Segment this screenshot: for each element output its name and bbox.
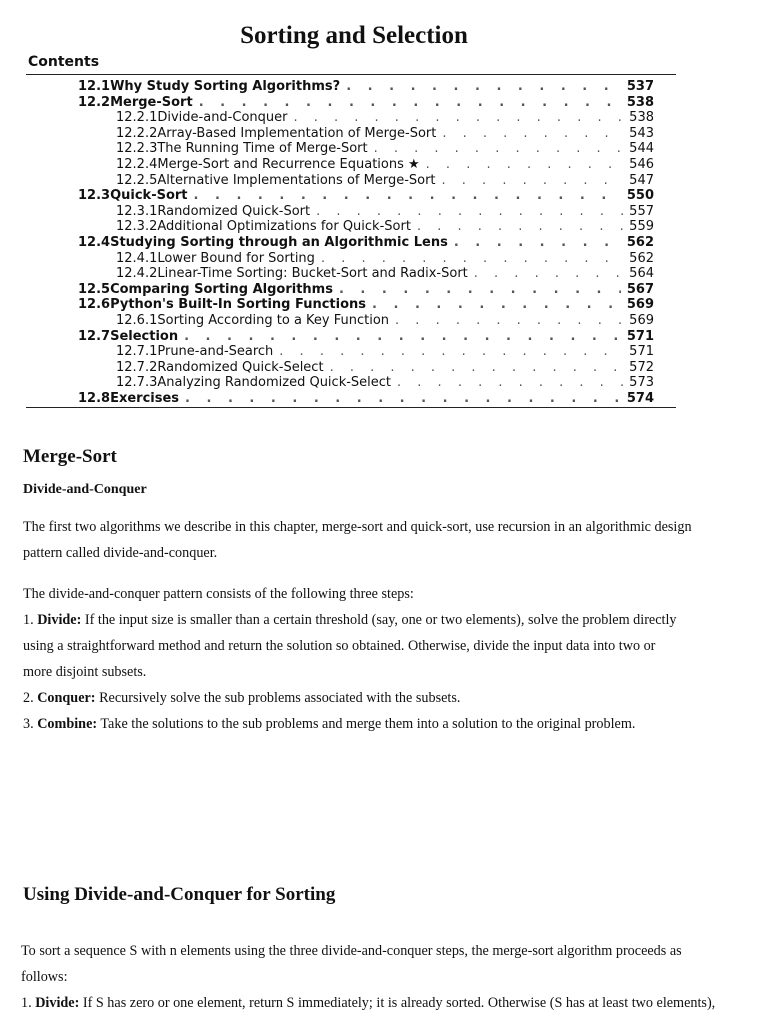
toc-entry [26,95,676,111]
toc-leader-dots [417,219,623,235]
toc-entry [26,282,676,298]
step-label: Divide: [35,995,80,1011]
toc-entry-page: 559 [629,219,654,235]
text-line: follows: [21,969,68,985]
toc-entry-number: 12.5 [78,281,111,297]
section-heading-merge-sort: Merge-Sort [23,446,117,467]
subsection-heading-divide-and-conquer: Divide-and-Conquer [23,482,147,497]
toc-entry-number: 12.2.4 [116,156,158,172]
toc-leader-dots [397,375,623,391]
text-line: To sort a sequence S with n elements using the three divide-and-conquer steps, the merge-sort algorithm proceeds as [21,943,682,959]
section-heading-dc-sorting: Using Divide-and-Conquer for Sorting [23,884,336,905]
toc-entry-label: Why Study Sorting Algorithms? [110,79,341,94]
toc-leader-dots [316,204,623,220]
toc-entry [26,344,676,360]
toc-entry-label: Exercises [110,390,180,406]
toc-entry [26,266,676,282]
toc-leader-dots [346,79,621,95]
toc-entry-label: Prune-and-Search [157,344,274,360]
toc-entry-page: 544 [629,141,654,157]
toc-entry [26,173,676,189]
toc-entry-label: Divide-and-Conquer [157,110,288,126]
toc-entry-number: 12.4.2 [116,266,158,282]
toc-entry-label: Comparing Sorting Algorithms [110,281,333,297]
toc-entry [26,126,676,142]
step-text: If the input size is smaller than a certain threshold (say, one or two elements), solve the problem directly [81,612,677,628]
toc-entry-label: Array-Based Implementation of Merge-Sort [157,125,437,141]
toc-entry [26,188,676,204]
step-number: 3. [23,716,38,732]
toc-entry-number: 12.2.1 [116,110,158,126]
toc-entry-page: 546 [629,156,654,172]
text-line: pattern called divide-and-conquer. [23,545,218,561]
toc-leader-dots [321,251,623,267]
step-conquer [23,685,723,711]
step-combine [23,711,723,737]
toc-entry-number: 12.2.5 [116,172,158,188]
toc-top-rule [26,74,676,75]
toc-entry [26,297,676,313]
toc-leader-dots [442,173,624,189]
toc-entry-label: Sorting According to a Key Function [157,312,390,328]
toc-entry-page: 574 [626,390,654,406]
text-line: more disjoint subsets. [23,664,147,680]
toc-entry-page: 569 [629,312,654,328]
toc-entry-page: 562 [626,234,654,250]
toc-entry-label: Randomized Quick-Sort [157,203,311,219]
toc-leader-dots [426,157,624,173]
toc-entry-page: 567 [626,281,654,297]
toc-entry-page: 573 [629,375,654,391]
step-text: Recursively solve the sub problems associated with the subsets. [95,690,461,706]
toc-leader-dots [474,266,623,282]
toc-entry-page: 538 [626,94,654,110]
toc-entry-page: 537 [626,79,654,94]
toc-leader-dots [185,391,621,407]
toc-entry-label: Python's Built-In Sorting Functions [110,297,367,313]
text-line: The first two algorithms we describe in this chapter, merge-sort and quick-sort, use recursion in an algorithmic design [23,519,692,535]
toc-entry-label: The Running Time of Merge-Sort [157,141,368,157]
toc-entry-number: 12.2 [78,94,111,110]
toc-leader-dots [199,95,621,111]
toc-entry-page: 550 [626,188,654,204]
steps-paragraph [23,581,723,737]
toc-entry-number: 12.3 [78,188,111,204]
toc-entry-number: 12.6 [78,297,111,313]
toc-entry-page: 564 [629,266,654,282]
page-title: Sorting and Selection [240,22,468,49]
toc-entry-page: 571 [626,328,654,344]
toc-leader-dots [194,188,621,204]
toc-entry-number: 12.3.2 [116,219,158,235]
toc-entry-label: Randomized Quick-Select [157,359,324,375]
toc-entry-label: Merge-Sort and Recurrence Equations ★ [157,156,420,172]
toc-entry [26,251,676,267]
toc-entry [26,235,676,251]
toc-entry [26,313,676,329]
toc-entry-number: 12.2.3 [116,141,158,157]
toc-leader-dots [454,235,621,251]
toc-entry-page: 572 [629,359,654,375]
toc-entry [26,79,676,95]
toc-bottom-rule [26,407,676,408]
toc-entry-label: Linear-Time Sorting: Bucket-Sort and Radix-Sort [157,266,468,282]
toc-leader-dots [293,110,623,126]
steps-intro: The divide-and-conquer pattern consists of the following three steps: [23,586,414,602]
toc-entry-page: 538 [629,110,654,126]
toc-entry-label: Additional Optimizations for Quick-Sort [157,219,411,235]
table-of-contents [26,50,676,408]
toc-entry-number: 12.1 [78,79,111,94]
toc-entry-page: 562 [629,250,654,266]
toc-entry-label: Merge-Sort [110,94,193,110]
toc-entry-number: 12.7.2 [116,359,158,375]
intro-paragraph [23,514,723,566]
toc-entry-number: 12.7.1 [116,344,158,360]
toc-entry-label: Alternative Implementations of Merge-Sort [157,172,436,188]
toc-entry-number: 12.7.3 [116,375,158,391]
dc-sorting-paragraph [21,938,741,1016]
toc-leader-dots [339,282,621,298]
toc-entry-number: 12.8 [78,390,111,406]
toc-entry-label: Studying Sorting through an Algorithmic Lens [110,234,448,250]
toc-entries [26,79,676,406]
toc-entry-page: 571 [629,344,654,360]
step-number: 2. [23,690,38,706]
text-line: using a straightforward method and return the solution so obtained. Otherwise, divide the input data into two or [23,638,656,654]
toc-entry-number: 12.3.1 [116,203,158,219]
toc-entry-page: 557 [629,203,654,219]
toc-entry-page: 547 [629,172,654,188]
toc-leader-dots [442,126,623,142]
toc-entry-label: Lower Bound for Sorting [157,250,315,266]
toc-entry [26,110,676,126]
step-divide [21,990,741,1016]
toc-leader-dots [330,360,624,376]
toc-leader-dots [184,329,621,345]
toc-leader-dots [395,313,623,329]
toc-heading: Contents [28,54,100,70]
toc-entry [26,391,676,407]
step-number: 1. [23,612,38,628]
toc-entry-number: 12.2.2 [116,125,158,141]
toc-entry [26,360,676,376]
toc-entry-label: Quick-Sort [110,188,188,204]
toc-entry [26,219,676,235]
toc-leader-dots [279,344,623,360]
step-text: If S has zero or one element, return S immediately; it is already sorted. Otherwise (S has at least two elements), [79,995,716,1011]
toc-entry-page: 569 [626,297,654,313]
toc-entry [26,141,676,157]
toc-entry-number: 12.7 [78,328,111,344]
step-divide [23,607,723,633]
step-text: Take the solutions to the sub problems and merge them into a solution to the original problem. [97,716,636,732]
toc-entry [26,157,676,173]
toc-entry-page: 543 [629,125,654,141]
step-label: Divide: [37,612,82,628]
step-label: Combine: [37,716,98,732]
toc-leader-dots [374,141,624,157]
toc-entry-label: Selection [110,328,179,344]
toc-entry [26,204,676,220]
toc-entry-number: 12.4.1 [116,250,158,266]
step-number: 1. [21,995,36,1011]
toc-leader-dots [372,297,621,313]
toc-entry-label: Analyzing Randomized Quick-Select [157,375,392,391]
toc-entry-number: 12.4 [78,234,111,250]
toc-entry-number: 12.6.1 [116,312,158,328]
step-label: Conquer: [37,690,96,706]
toc-entry [26,329,676,345]
toc-entry [26,375,676,391]
